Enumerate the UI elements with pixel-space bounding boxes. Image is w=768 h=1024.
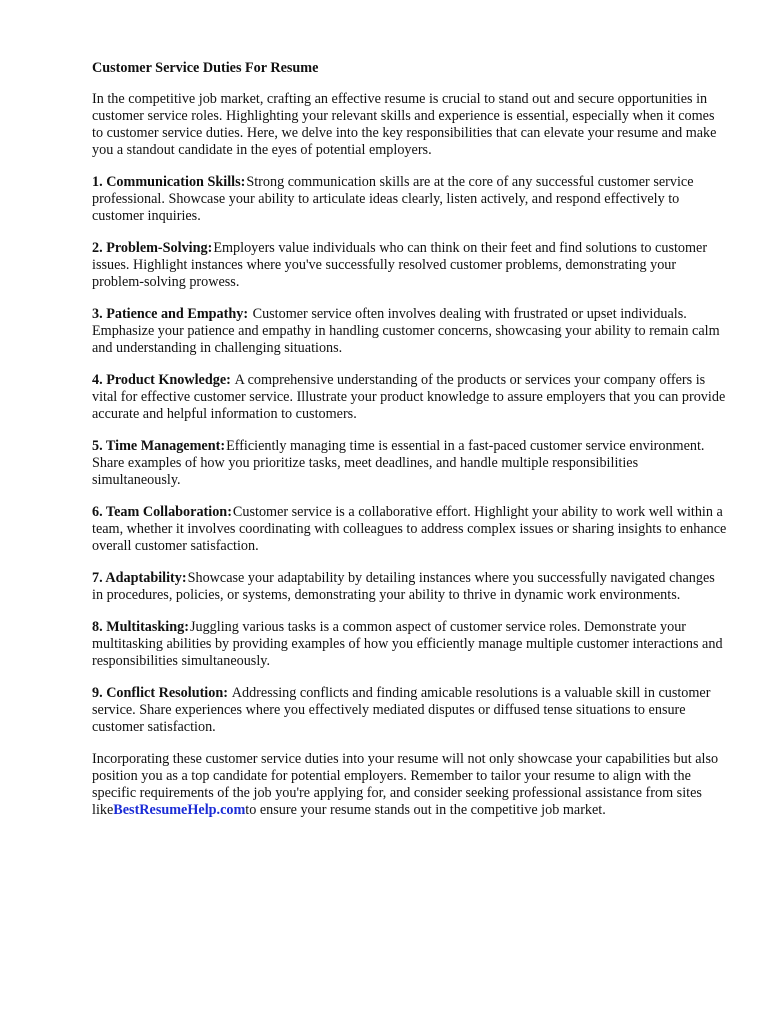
duty-text: Juggling various tasks is a common aspect of customer service roles. Demonstrate your multitasking abilities by providing examples of how you efficiently manage multiple customer interactions and responsibilities simultaneously. <box>92 619 723 669</box>
duty-text: Showcase your adaptability by detailing instances where you successfully navigated changes in procedures, policies, or systems, demonstrating your ability to thrive in dynamic work environments. <box>92 570 715 603</box>
document-title: Customer Service Duties For Resume <box>92 60 319 76</box>
duty-heading: 7. Adaptability: <box>92 570 187 586</box>
duty-item-4 <box>92 372 728 423</box>
duty-text: Addressing conflicts and finding amicable resolutions is a valuable skill in customer service. Share experiences where you effectively mediated disputes or diffused tense situations to ensure customer satisfaction. <box>92 685 711 735</box>
duty-item-9 <box>92 685 728 736</box>
duty-text: Strong communication skills are at the core of any successful customer service professional. Showcase your ability to articulate ideas clearly, listen actively, and respond effectively to customer inquiries. <box>92 174 694 224</box>
duty-heading: 1. Communication Skills: <box>92 174 246 190</box>
duty-heading: 4. Product Knowledge: <box>92 372 231 388</box>
duty-item-8 <box>92 619 728 670</box>
duty-text: Employers value individuals who can think on their feet and find solutions to customer issues. Highlight instances where you've successfully resolved customer problems, demonstrating your problem-solving prowess. <box>92 240 708 290</box>
duty-text: A comprehensive understanding of the products or services your company offers is vital for effective customer service. Illustrate your product knowledge to assure employers that you can provide accurate and helpful information to customers. <box>92 372 726 422</box>
duty-item-5 <box>92 438 728 489</box>
intro-paragraph: In the competitive job market, crafting an effective resume is crucial to stand out and secure opportunities in customer service roles. Highlighting your relevant skills and experience is essential, especially when it comes to customer service duties. Here, we delve into the key responsibilities that can elevate your resume and make you a standout candidate in the eyes of potential employers. <box>92 91 717 158</box>
duty-text: Customer service is a collaborative effort. Highlight your ability to work well within a team, whether it involves coordinating with colleagues to address complex issues or sharing insights to enhance overall customer satisfaction. <box>92 504 727 554</box>
duty-heading: 9. Conflict Resolution: <box>92 685 228 701</box>
duty-item-2 <box>92 240 728 291</box>
duty-heading: 6. Team Collaboration: <box>92 504 232 520</box>
conclusion-paragraph <box>92 751 728 819</box>
duty-heading: 3. Patience and Empathy: <box>92 306 249 322</box>
duty-text: Efficiently managing time is essential in a fast-paced customer service environment. Share examples of how you prioritize tasks, meet deadlines, and handle multiple responsibilities simultaneously. <box>92 438 705 488</box>
duty-heading: 8. Multitasking: <box>92 619 189 635</box>
duty-item-7 <box>92 570 728 604</box>
duty-heading: 5. Time Management: <box>92 438 226 454</box>
best-resume-help-link[interactable]: BestResumeHelp.com <box>113 802 246 818</box>
duty-text: Customer service often involves dealing with frustrated or upset individuals. Emphasize your patience and empathy in handling customer concerns, showcasing your ability to remain calm and understanding in challenging situations. <box>92 306 720 356</box>
conclusion-text: Incorporating these customer service duties into your resume will not only showcase your capabilities but also position you as a top candidate for potential employers. Remember to tailor your resume to align with the specific requirements of the job you're applying for, and consider seeking professional assistance from sites like <box>92 751 719 818</box>
duty-heading: 2. Problem-Solving: <box>92 240 213 256</box>
conclusion-text-end: to ensure your resume stands out in the competitive job market. <box>245 802 606 818</box>
duty-item-3 <box>92 306 728 357</box>
duty-item-1 <box>92 174 728 225</box>
duty-item-6 <box>92 504 728 555</box>
